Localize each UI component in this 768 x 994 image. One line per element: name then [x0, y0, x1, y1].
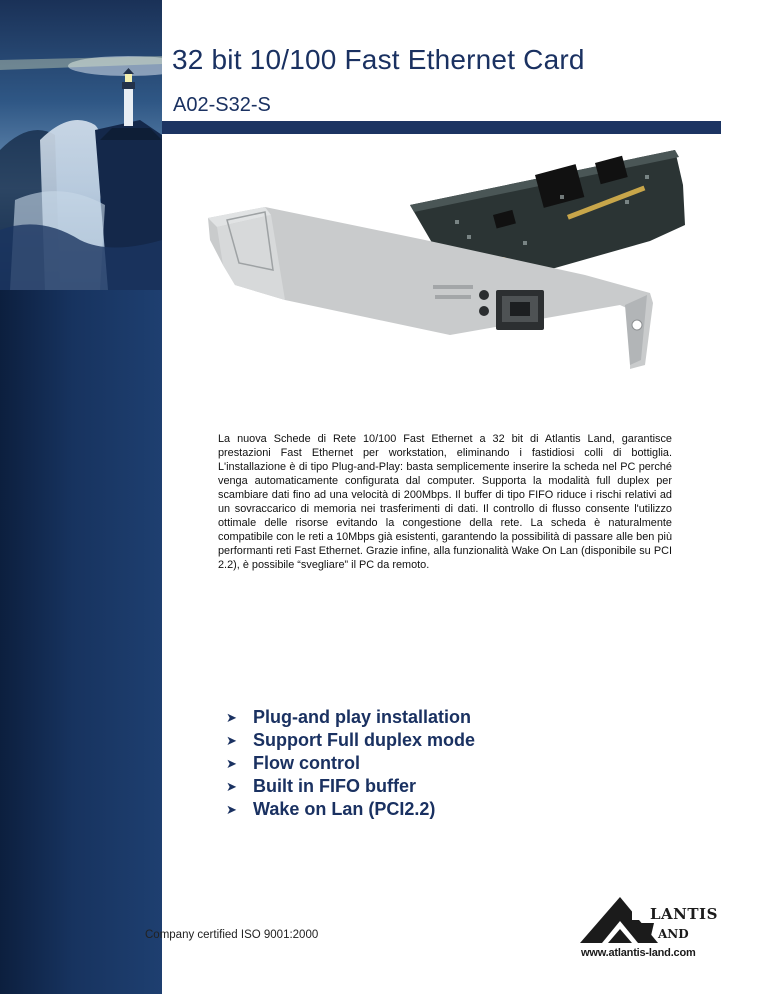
website-url: www.atlantis-land.com: [581, 947, 696, 959]
arrow-bullet-icon: ➤: [226, 778, 237, 794]
arrow-bullet-icon: ➤: [226, 709, 237, 725]
feature-label: Support Full duplex mode: [253, 730, 475, 750]
svg-text:AND: AND: [658, 927, 689, 941]
product-description: La nuova Schede di Rete 10/100 Fast Ethernet a 32 bit di Atlantis Land, garantisce prestazioni Fast Ethernet per workstation, eliminando i fastidiosi colli di bottiglia. L'installazione è di tipo Plug-and-Play: basta semplicemente inserire la scheda nel PC perché venga automaticamente configurata dal computer. Supporta la modalità full duplex per scambiare dati fino ad una velocità di 200Mbps. Il buffer di tipo FIFO riduce i rischi relativi ad un sovraccarico di memoria nei trasferimenti di dati. Il controllo di flusso consente l'utilizzo ottimale delle risorse evitando la congestione della rete. La scheda è naturalmente compatibile con le reti a 10Mbps già esistenti, garantendo la possibilità di passare alle ben più performanti reti Fast Ethernet. Grazie infine, alla funzionalità Wake On Lan (disponibile su PCI 2.2), è possibile “svegliare” il PC da remoto.: [218, 433, 672, 571]
feature-label: Built in FIFO buffer: [253, 776, 416, 796]
feature-label: Plug-and play installation: [253, 707, 472, 727]
arrow-bullet-icon: ➤: [226, 801, 237, 817]
feature-item: [226, 775, 475, 798]
feature-item: [226, 798, 475, 821]
arrow-bullet-icon: ➤: [226, 755, 237, 771]
arrow-bullet-icon: ➤: [226, 732, 237, 748]
header-divider: [162, 121, 721, 134]
feature-label: Wake on Lan (PCI2.2): [253, 799, 436, 819]
lighthouse-waterfall-photo: [0, 0, 162, 290]
network-card-photo: [205, 145, 695, 375]
feature-item: [226, 729, 475, 752]
feature-list: [226, 706, 475, 821]
feature-item: [226, 752, 475, 775]
iso-certification: Company certified ISO 9001:2000: [145, 929, 319, 941]
model-number: A02-S32-S: [173, 94, 271, 116]
page-title: 32 bit 10/100 Fast Ethernet Card: [172, 44, 585, 75]
feature-label: Flow control: [253, 753, 360, 773]
svg-text:LANTIS: LANTIS: [650, 905, 718, 923]
feature-item: [226, 706, 475, 729]
